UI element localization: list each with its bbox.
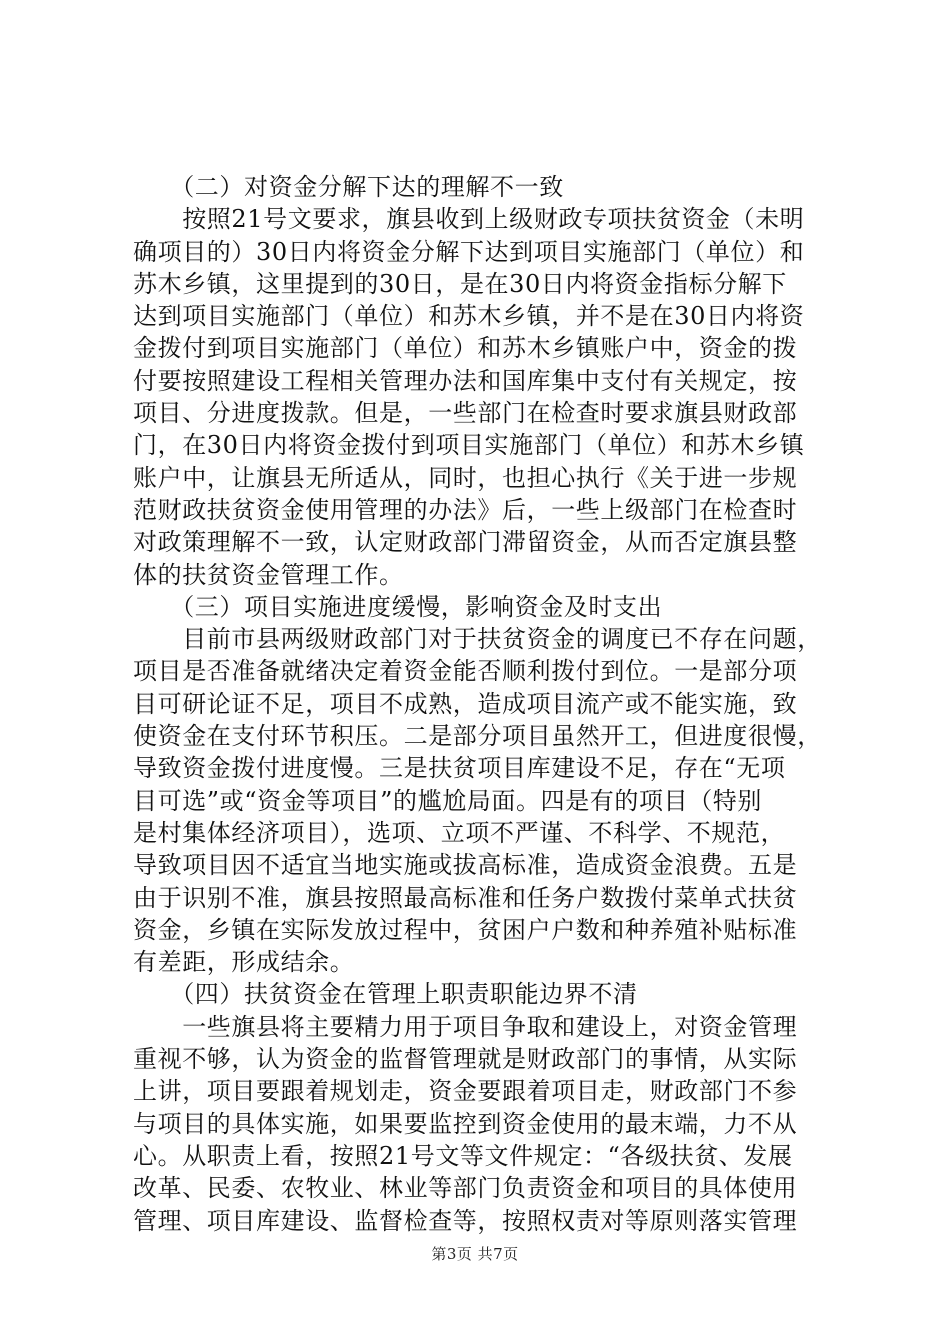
paragraph-line: 目可选”或“资金等项目”的尴尬局面。四是有的项目（特别 — [133, 786, 763, 815]
section-heading: （二）对资金分解下达的理解不一致 — [133, 173, 564, 201]
paragraph-line: 范财政扶贫资金使用管理的办法》后，一些上级部门在检查时 — [133, 495, 798, 524]
paragraph-line: 导致资金拨付进度慢。三是扶贫项目库建设不足，存在“无项 — [133, 754, 786, 783]
paragraph-line: 苏木乡镇，这里提到的30日，是在30日内将资金指标分解下 — [133, 269, 787, 298]
section-heading: （三）项目实施进度缓慢，影响资金及时支出 — [133, 592, 663, 621]
paragraph-line: 项目、分进度拨款。但是，一些部门在检查时要求旗县财政部 — [133, 399, 798, 428]
paragraph-line: 付要按照建设工程相关管理办法和国库集中支付有关规定，按 — [133, 366, 798, 395]
paragraph-line: 由于识别不准，旗县按照最高标准和任务户数拨付菜单式扶贫 — [133, 883, 798, 912]
paragraph-line: 金拨付到项目实施部门（单位）和苏木乡镇账户中，资金的拨 — [133, 334, 798, 363]
paragraph-line: 项目是否准备就绪决定着资金能否顺利拨付到位。一是部分项 — [133, 657, 798, 686]
paragraph-line: 账户中，让旗县无所适从，同时，也担心执行《关于进一步规 — [133, 463, 798, 492]
paragraph-line: 上讲，项目要跟着规划走，资金要跟着项目走，财政部门不参 — [133, 1077, 798, 1106]
paragraph-line: 导致项目因不适宜当地实施或拔高标准，造成资金浪费。五是 — [133, 851, 798, 880]
paragraph-line: 确项目的）30日内将资金分解下达到项目实施部门（单位）和 — [133, 237, 805, 266]
paragraph-line: 门，在30日内将资金拨付到项目实施部门（单位）和苏木乡镇 — [133, 431, 805, 460]
paragraph-line: 一些旗县将主要精力用于项目争取和建设上，对资金管理 — [133, 1012, 798, 1041]
paragraph-line: 管理、项目库建设、监督检查等，按照权责对等原则落实管理 — [133, 1206, 798, 1235]
paragraph-line: 目前市县两级财政部门对于扶贫资金的调度已不存在问题， — [133, 625, 822, 654]
paragraph-line: 重视不够，认为资金的监督管理就是财政部门的事情，从实际 — [133, 1045, 798, 1074]
paragraph-line: 使资金在支付环节积压。二是部分项目虽然开工，但进度很慢， — [133, 722, 822, 751]
paragraph-line: 心。从职责上看，按照21号文等文件规定：“各级扶贫、发展 — [133, 1141, 793, 1170]
paragraph-line: 达到项目实施部门（单位）和苏木乡镇，并不是在30日内将资 — [133, 302, 805, 331]
paragraph-line: 对政策理解不一致，认定财政部门滞留资金，从而否定旗县整 — [133, 528, 798, 557]
paragraph-line: 与项目的具体实施，如果要监控到资金使用的最末端，力不从 — [133, 1109, 798, 1138]
paragraph-line: 目可研论证不足，项目不成熟，造成项目流产或不能实施，致 — [133, 689, 798, 718]
paragraph-line: 按照21号文要求，旗县收到上级财政专项扶贫资金（未明 — [133, 205, 805, 234]
page-number-footer: 第3页 共7页 — [431, 1245, 519, 1263]
paragraph-line: 是村集体经济项目），选项、立项不严谨、不科学、不规范， — [133, 818, 786, 847]
paragraph-line: 改革、民委、农牧业、林业等部门负责资金和项目的具体使用 — [133, 1174, 798, 1203]
paragraph-line: 体的扶贫资金管理工作。 — [133, 560, 404, 589]
document-body — [133, 171, 833, 1237]
section-heading: （四）扶贫资金在管理上职责职能边界不清 — [133, 980, 638, 1009]
paragraph-line: 有差距，形成结余。 — [133, 948, 355, 977]
paragraph-line: 资金，乡镇在实际发放过程中，贫困户户数和种养殖补贴标准 — [133, 915, 798, 944]
